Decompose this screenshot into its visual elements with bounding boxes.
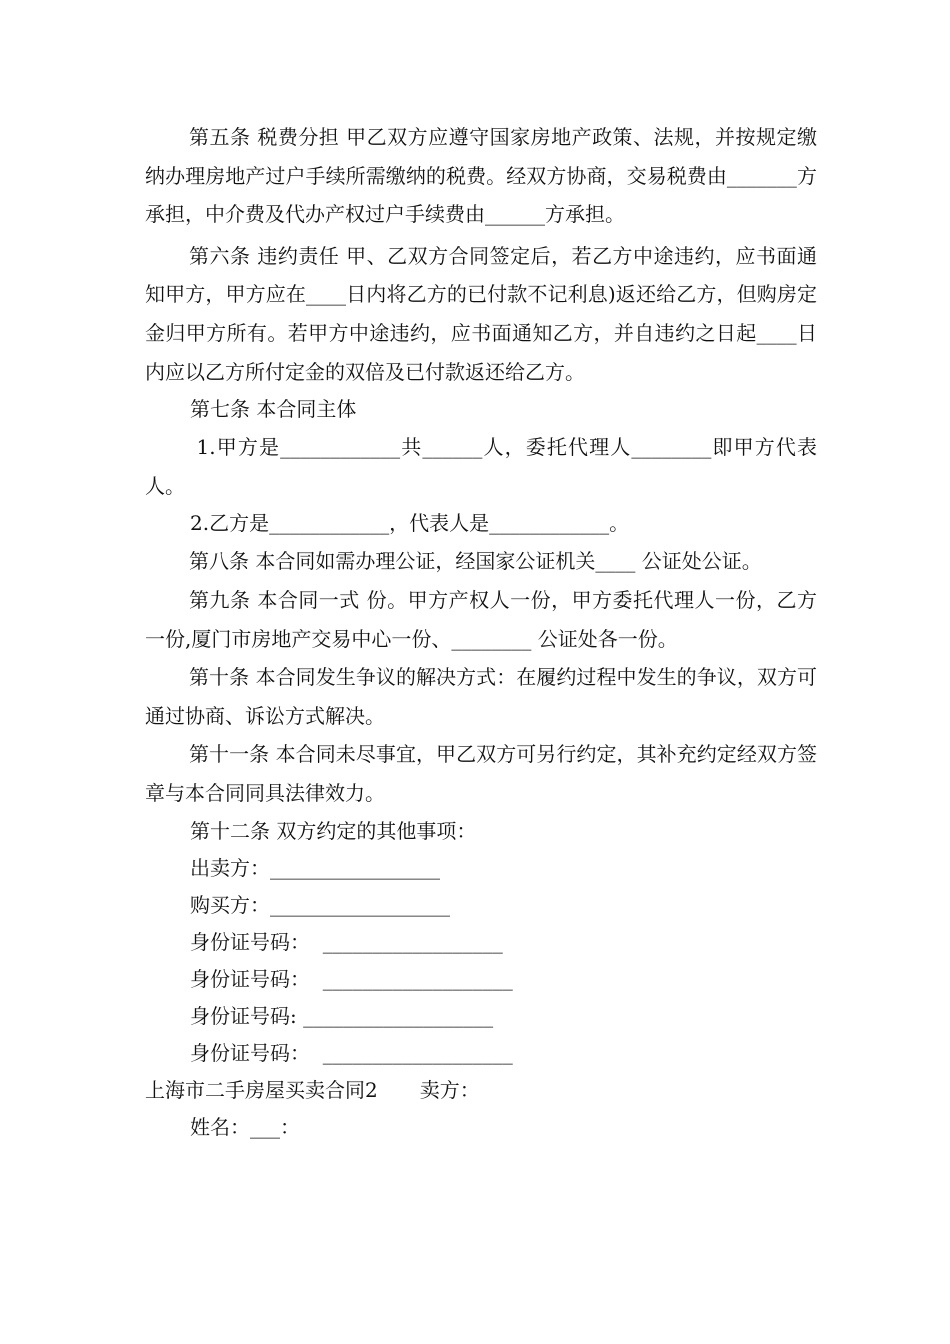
id-number-line-3: 身份证号码: ___________________ — [190, 1003, 494, 1028]
article-9-copies: 第九条 本合同一式 份。甲方产权人一份，甲方委托代理人一份，乙方一份,厦门市房地产交易中心一份、________ 公证处各一份。 — [145, 587, 817, 651]
article-6-breach-liability: 第六条 违约责任 甲、乙双方合同签定后，若乙方中途违约，应书面通知甲方，甲方应在____日内将乙方的已付款不记利息)返还给乙方，但购房定金归甲方所有。若甲方中途违约，应书面通知乙方，并自违约之日起____日内应以乙方所付定金的双倍及已付款返还给乙方。 — [145, 243, 817, 384]
id-number-line-4: 身份证号码： ___________________ — [190, 1040, 513, 1065]
next-contract-title: 上海市二手房屋买卖合同2 — [145, 1077, 378, 1102]
seller-signature-line: 出卖方：_________________ — [190, 855, 440, 880]
next-contract-heading — [145, 1072, 817, 1109]
seller-name-line: 姓名：___： — [190, 1114, 300, 1139]
seller-label: 卖方： — [419, 1077, 480, 1102]
article-11-supplementary: 第十一条 本合同未尽事宜，甲乙双方可另行约定，其补充约定经双方签章与本合同同具法律效力。 — [145, 742, 817, 805]
article-7-party-b: 2.乙方是____________，代表人是____________。 — [190, 511, 630, 536]
article-7-party-a: 1.甲方是____________共______人，委托代理人________即甲方代表人。 — [145, 435, 818, 498]
article-5-tax-fees: 第五条 税费分担 甲乙双方应遵守国家房地产政策、法规，并按规定缴纳办理房地产过户手续所需缴纳的税费。经双方协商，交易税费由_______方承担，中介费及代办产权过户手续费由______方承担。 — [145, 125, 817, 227]
id-number-line-2: 身份证号码： ___________________ — [190, 966, 513, 991]
article-7-title: 第七条 本合同主体 — [190, 397, 357, 422]
article-12-other-matters: 第十二条 双方约定的其他事项： — [190, 818, 477, 843]
article-10-dispute-resolution: 第十条 本合同发生争议的解决方式：在履约过程中发生的争议，双方可通过协商、诉讼方式解决。 — [145, 665, 817, 728]
buyer-signature-line: 购买方：__________________ — [190, 892, 450, 917]
id-number-line-1: 身份证号码： __________________ — [190, 929, 503, 954]
article-8-notarization: 第八条 本合同如需办理公证，经国家公证机关____ 公证处公证。 — [189, 549, 762, 574]
contract-body — [145, 118, 817, 1146]
